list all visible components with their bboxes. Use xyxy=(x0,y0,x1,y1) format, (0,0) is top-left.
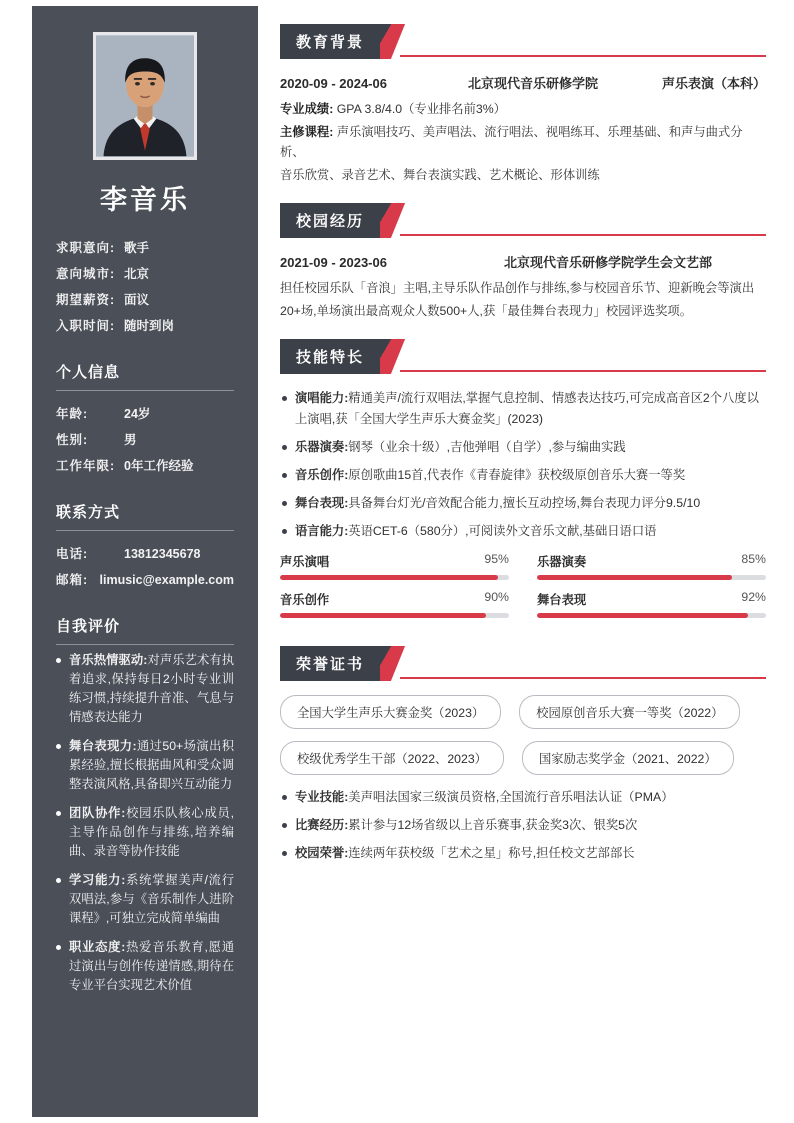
kv-experience xyxy=(56,453,234,479)
skill-percent: 85% xyxy=(741,552,766,566)
skill-name: 舞台表现 xyxy=(537,593,587,607)
label: 求职意向: xyxy=(56,241,116,255)
skill-bar-composition xyxy=(280,590,509,618)
value: 面议 xyxy=(124,293,150,307)
label: 性别: xyxy=(56,433,89,447)
kv-email[interactable] xyxy=(56,567,234,593)
kv-gender xyxy=(56,427,234,453)
item-label: 音乐创作: xyxy=(295,468,349,482)
section-title: 荣誉证书 xyxy=(280,646,380,681)
item-text: 连续两年获校级「艺术之星」称号,担任校文艺部部长 xyxy=(348,846,635,860)
label: 电话: xyxy=(56,547,89,561)
value: 24岁 xyxy=(124,407,151,421)
section-rule xyxy=(400,55,766,57)
kv-phone[interactable] xyxy=(56,541,234,567)
progress-track xyxy=(280,575,509,580)
progress-track xyxy=(537,613,766,618)
item-label: 演唱能力: xyxy=(295,391,349,405)
skill-name: 乐器演奏 xyxy=(537,555,587,569)
list-item xyxy=(56,804,234,861)
campus-desc-line-2: 20+场,单场演出最高观众人数500+人,获「最佳舞台表现力」校园评选奖项。 xyxy=(280,304,693,318)
item-label: 职业态度: xyxy=(69,940,126,954)
sidebar xyxy=(32,6,258,1117)
item-text: 通过50+场演出积累经验,擅长根据曲风和受众调整表演风格,具备即兴互动能力 xyxy=(69,739,234,791)
skill-name: 声乐演唱 xyxy=(280,555,330,569)
personal-info-block xyxy=(56,397,234,479)
kv-salary xyxy=(56,287,234,313)
list-item xyxy=(280,388,766,430)
list-item xyxy=(280,787,766,808)
label: 意向城市: xyxy=(56,267,116,281)
honor-pill-group-2 xyxy=(280,741,766,775)
campus-desc-line-1: 担任校园乐队「音浪」主唱,主导乐队作品创作与排练,参与校园音乐节、迎新晚会等演出 xyxy=(280,281,755,295)
honor-pill: 校园原创音乐大赛一等奖（2022） xyxy=(519,695,740,729)
value: limusic@example.com xyxy=(99,573,234,587)
section-rule xyxy=(400,677,766,679)
campus-row-head xyxy=(280,252,766,271)
label: 工作年限: xyxy=(56,459,116,473)
value: 歌手 xyxy=(124,241,150,255)
value-line-2: 音乐欣赏、录音艺术、舞台表演实践、艺术概论、形体训练 xyxy=(280,168,600,182)
section-header-honors xyxy=(280,646,766,681)
skills-list xyxy=(280,388,766,542)
education-courses xyxy=(280,122,766,162)
sidebar-section-self-evaluation: 自我评价 xyxy=(56,615,234,645)
label: 主修课程: xyxy=(280,125,334,139)
honors-list xyxy=(280,787,766,864)
skill-bar-vocal xyxy=(280,552,509,580)
list-item xyxy=(280,437,766,458)
skill-bar-instrument xyxy=(537,552,766,580)
item-text: 英语CET-6（580分）,可阅读外文音乐文献,基础日语口语 xyxy=(348,524,657,538)
item-label: 音乐热情驱动: xyxy=(69,653,148,667)
skill-name: 音乐创作 xyxy=(280,593,330,607)
value-line-1: 声乐演唱技巧、美声唱法、流行唱法、视唱练耳、乐理基础、和声与曲式分析、 xyxy=(280,125,743,159)
skill-bars xyxy=(280,552,766,626)
item-label: 学习能力: xyxy=(69,873,126,887)
list-item xyxy=(280,493,766,514)
self-evaluation-list xyxy=(56,651,234,995)
portrait-photo-icon xyxy=(96,35,194,157)
item-label: 比赛经历: xyxy=(295,818,349,832)
main-content xyxy=(258,6,794,1117)
skill-bar-stage xyxy=(537,590,766,618)
skill-percent: 95% xyxy=(484,552,509,566)
education-courses-cont xyxy=(280,165,766,185)
item-label: 乐器演奏: xyxy=(295,440,349,454)
sidebar-section-personal-info: 个人信息 xyxy=(56,361,234,391)
list-item xyxy=(56,737,234,794)
value: 随时到岗 xyxy=(124,319,175,333)
item-text: 原创歌曲15首,代表作《青春旋律》获校级原创音乐大赛一等奖 xyxy=(348,468,686,482)
label: 期望薪资: xyxy=(56,293,116,307)
item-label: 团队协作: xyxy=(69,806,126,820)
honor-pill: 校级优秀学生干部（2022、2023） xyxy=(280,741,504,775)
progress-track xyxy=(280,613,509,618)
avatar xyxy=(93,32,197,160)
label: 年龄: xyxy=(56,407,89,421)
item-text: 系统掌握美声/流行双唱法,参与《音乐制作人进阶课程》,可独立完成简单编曲 xyxy=(69,873,234,925)
education-block xyxy=(280,73,766,185)
progress-track xyxy=(537,575,766,580)
kv-age xyxy=(56,401,234,427)
item-text: 热爱音乐教育,愿通过演出与创作传递情感,期待在专业平台实现艺术价值 xyxy=(69,940,234,992)
section-header-campus xyxy=(280,203,766,238)
education-grade xyxy=(280,99,766,119)
candidate-name: 李音乐 xyxy=(100,185,190,215)
item-text: 精通美声/流行双唱法,掌握气息控制、情感表达技巧,可完成高音区2个八度以上演唱,获「全国大学生声乐大赛金奖」(2023) xyxy=(295,391,759,426)
progress-fill xyxy=(537,575,732,580)
skill-percent: 90% xyxy=(484,590,509,604)
item-text: 美声唱法国家三级演员资格,全国流行音乐唱法认证（PMA） xyxy=(348,790,674,804)
progress-fill xyxy=(280,613,486,618)
campus-date: 2021-09 - 2023-06 xyxy=(280,255,387,270)
job-intent-block xyxy=(56,235,234,339)
item-text: 累计参与12场省级以上音乐赛事,获金奖3次、银奖5次 xyxy=(348,818,638,832)
label: 专业成绩: xyxy=(280,102,334,116)
item-text: 对声乐艺术有执着追求,保持每日2小时专业训练习惯,持续提升音准、气息与情感表达能力 xyxy=(69,653,234,724)
progress-fill xyxy=(537,613,748,618)
kv-entry-time xyxy=(56,313,234,339)
item-label: 舞台表现: xyxy=(295,496,349,510)
item-text: 校园乐队核心成员,主导作品创作与排练,培养编曲、录音等协作技能 xyxy=(69,806,234,858)
value: 13812345678 xyxy=(124,547,201,561)
contact-block xyxy=(56,537,234,593)
education-row-head xyxy=(280,73,766,92)
item-label: 校园荣誉: xyxy=(295,846,349,860)
education-school: 北京现代音乐研修学院 xyxy=(467,76,598,91)
education-date: 2020-09 - 2024-06 xyxy=(280,76,387,91)
honor-pill-group xyxy=(280,695,766,729)
honor-pill: 国家励志奖学金（2021、2022） xyxy=(522,741,734,775)
list-item xyxy=(280,521,766,542)
sidebar-section-contact: 联系方式 xyxy=(56,501,234,531)
progress-fill xyxy=(280,575,498,580)
list-item xyxy=(56,651,234,727)
campus-org: 北京现代音乐研修学院学生会文艺部 xyxy=(503,255,712,270)
section-title: 教育背景 xyxy=(280,24,380,59)
section-title: 技能特长 xyxy=(280,339,380,374)
kv-city xyxy=(56,261,234,287)
item-label: 舞台表现力: xyxy=(69,739,137,753)
label: 邮箱: xyxy=(56,573,89,587)
list-item xyxy=(280,843,766,864)
value: 0年工作经验 xyxy=(124,459,194,473)
value: GPA 3.8/4.0（专业排名前3%） xyxy=(336,102,506,116)
list-item xyxy=(280,815,766,836)
section-rule xyxy=(400,370,766,372)
list-item xyxy=(280,465,766,486)
list-item xyxy=(56,938,234,995)
section-title: 校园经历 xyxy=(280,203,380,238)
section-header-skills xyxy=(280,339,766,374)
item-text: 具备舞台灯光/音效配合能力,擅长互动控场,舞台表现力评分9.5/10 xyxy=(348,496,701,510)
value: 男 xyxy=(124,433,137,447)
item-label: 专业技能: xyxy=(295,790,349,804)
section-header-education xyxy=(280,24,766,59)
kv-job-intent xyxy=(56,235,234,261)
section-rule xyxy=(400,234,766,236)
label: 入职时间: xyxy=(56,319,116,333)
honor-pill: 全国大学生声乐大赛金奖（2023） xyxy=(280,695,501,729)
campus-block xyxy=(280,252,766,321)
skill-percent: 92% xyxy=(741,590,766,604)
list-item xyxy=(56,871,234,928)
value: 北京 xyxy=(124,267,150,281)
education-major: 声乐表演（本科） xyxy=(661,76,766,91)
item-label: 语言能力: xyxy=(295,524,349,538)
item-text: 钢琴（业余十级）,吉他弹唱（自学）,参与编曲实践 xyxy=(348,440,626,454)
